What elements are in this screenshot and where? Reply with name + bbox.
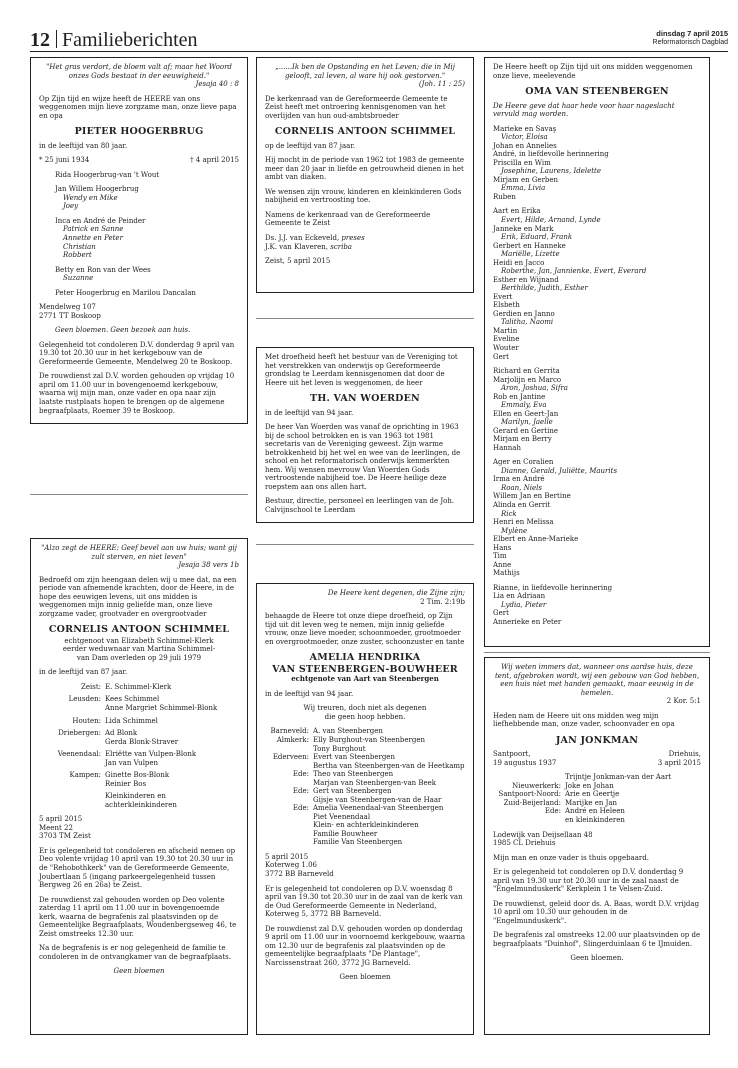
residence-label: Ede: bbox=[292, 804, 309, 813]
notice-text: De heer Van Woerden was vanaf de oprichting in 1963 bij de school betrokken en is van 1963 tot 1981 secretaris van de Vereniging geweest. Zijn warme betrokkenheid bij het wel en wee van de leerlingen, de school en het reformatorisch onderwijs kenmerkten hem. Wij wensen mevrouw Van Woerden Gods vertroostende nabijheid toe. De Heere heilige deze roepstem aan ons allen hart. bbox=[265, 423, 461, 491]
deceased-age: in de leeftijd van 87 jaar. bbox=[39, 668, 128, 677]
deceased-name: CORNELIS ANTOON SCHIMMEL bbox=[274, 126, 456, 138]
family-list bbox=[493, 125, 701, 627]
residence-label bbox=[493, 816, 561, 825]
residence-label: Ede: bbox=[292, 787, 309, 796]
family-member: Marijke en Jan bbox=[565, 798, 618, 807]
page-number: 12 bbox=[30, 29, 50, 51]
verse-line: Wij treuren, doch niet als degenen bbox=[303, 704, 427, 713]
residence-label: Zuid-Beijerland: bbox=[503, 798, 561, 807]
issue-date: dinsdag 7 april 2015 bbox=[656, 29, 728, 38]
column-rule bbox=[256, 544, 474, 545]
grandchild: Suzanne bbox=[63, 274, 94, 283]
family-member: Reinier Bos bbox=[105, 779, 147, 788]
family-member: Evert bbox=[493, 292, 513, 301]
grandchildren: Aron, Joshua, Sifra bbox=[501, 384, 568, 393]
family-member: Theo van Steenbergen bbox=[313, 770, 394, 779]
masthead-divider bbox=[56, 30, 57, 48]
spouse-line: van Dam overleden op 29 juli 1979 bbox=[76, 653, 202, 662]
grandchildren: Josephine, Laurens, Idelette bbox=[501, 167, 601, 176]
family-member: Mathijs bbox=[493, 569, 520, 578]
residence-label: Houten: bbox=[72, 716, 101, 725]
notice-signature: Bestuur, directie, personeel en leerlingen van de Joh. Calvijnschool te Leerdam bbox=[265, 497, 455, 515]
death-notice-jonkman bbox=[484, 657, 710, 1035]
family-member: Gerdien en Janno bbox=[493, 309, 555, 318]
birth-place: Santpoort, bbox=[493, 750, 531, 759]
death-notice-schimmel bbox=[30, 538, 248, 1035]
notice-intro: Met droefheid heeft het bestuur van de Vereniging tot het verstrekken van onderwijs op Gereformeerde grondslag te Leerdam kennisgenomen dat door de Heere uit het leven is weggenomen, de heer bbox=[265, 353, 458, 387]
masthead-rule bbox=[30, 51, 728, 52]
address-line: 3772 BB Barneveld bbox=[265, 869, 334, 878]
church-notice-schimmel bbox=[256, 57, 474, 293]
quote-reference: 2 Tim. 2:19b bbox=[420, 597, 465, 606]
deceased-name: VAN STEENBERGEN-BOUWHEER bbox=[272, 663, 458, 675]
address-line: Meent 22 bbox=[39, 823, 73, 832]
deceased-age: in de leeftijd van 80 jaar. bbox=[39, 141, 128, 150]
residence-label: Kampen: bbox=[69, 771, 101, 780]
residence-label: Barneveld: bbox=[270, 727, 309, 736]
address-line: 2771 TT Boskoop bbox=[39, 311, 101, 320]
notice-wish: De Heere geve dat haar hede voor haar nageslacht vervuld mag worden. bbox=[493, 101, 675, 119]
family-member: Familie Bouwheer bbox=[313, 829, 378, 838]
grandchildren: Marilyn, Jaelle bbox=[501, 418, 553, 427]
family-member: Kleinkinderen en bbox=[105, 792, 166, 801]
deceased-name: TH. VAN WOERDEN bbox=[310, 393, 420, 405]
family-member: Tony Burghout bbox=[313, 744, 366, 753]
family-member: Peter Hoogerbrug en Marilou Dancalan bbox=[55, 288, 196, 297]
deceased-age: op de leeftijd van 87 jaar. bbox=[265, 141, 356, 150]
address-line: Koterweg 1.06 bbox=[265, 861, 317, 870]
notice-intro: De Heere heeft op Zijn tijd uit ons midden weggenomen onze lieve, meelevende bbox=[493, 63, 693, 80]
signature: J.K. van Klaveren, scriba bbox=[265, 242, 352, 251]
quote-reference: (Joh. 11 : 25) bbox=[418, 80, 465, 89]
family-member: Ellen en Geert-Jan bbox=[493, 409, 559, 418]
family-member: Ginette Bos-Blonk bbox=[105, 771, 170, 780]
grandchild: Christian bbox=[63, 242, 96, 251]
family-member: Arie en Geertje bbox=[565, 790, 620, 799]
residence-label bbox=[39, 704, 101, 713]
bible-quote: „......Ik ben de Opstanding en het Leven; die in Mij gelooft, zal leven, al ware hij ook gestorven." bbox=[275, 63, 455, 80]
family-member: Henri en Melissa bbox=[493, 518, 554, 527]
quote-reference: 2 Kor. 5:1 bbox=[666, 697, 701, 706]
condolence-info: Gelegenheid tot condoleren D.V. donderdag 9 april van 19.30 tot 20.30 uur in het kerkgebouw van de Gereformeerde Gemeente, Mendelweg 20 te Boskoop. bbox=[39, 340, 235, 366]
family-member: Amelia Veenendaal-van Steenbergen bbox=[313, 804, 444, 813]
address-line: Lodewijk van Deijsellaan 48 bbox=[493, 830, 593, 839]
death-date: † 4 april 2015 bbox=[190, 156, 239, 165]
grandchildren: Emma, Livia bbox=[501, 184, 546, 193]
notice-intro: Heden nam de Heere uit ons midden weg mijn liefhebbende man, onze vader, schoonvader en opa bbox=[493, 711, 675, 729]
place-date: 5 april 2015 bbox=[265, 852, 309, 861]
family-member: Alinda en Gerrit bbox=[493, 501, 551, 510]
spouse-line: echtgenoot van Elizabeth Schimmel-Klerk bbox=[64, 636, 214, 645]
residence-label: Leusden: bbox=[68, 695, 101, 704]
residence-label: Nieuwerkerk: bbox=[512, 781, 561, 790]
residence-label: Ede: bbox=[292, 770, 309, 779]
family-member: Irma en André bbox=[493, 475, 545, 484]
newspaper-name: Reformatorisch Dagblad bbox=[652, 39, 728, 46]
grandchildren: Victor, Eloisa bbox=[501, 133, 548, 142]
verse-line: die geen hoop hebben. bbox=[324, 712, 406, 721]
residence-label: Santpoort-Noord: bbox=[498, 790, 561, 799]
column-rule bbox=[30, 494, 248, 495]
family-member: Gerard en Gertine bbox=[493, 426, 558, 435]
notice-text: Hij mocht in de periode van 1962 tot 1983 de gemeente meer dan 20 jaar in liefde en getrouwheid dienen in het ambt van diaken. bbox=[265, 156, 465, 182]
bible-quote: De Heere kent degenen, die Zijne zijn; bbox=[327, 589, 465, 597]
deceased-name: CORNELIS ANTOON SCHIMMEL bbox=[48, 624, 230, 636]
condolence-info: Er is gelegenheid tot condoleren en afscheid nemen op Deo volente vrijdag 10 april van 19.30 tot 20.30 uur in de "Rehobothkerk" van de Gereformeerde Gemeente, Joubertlaan 5 (ingang parkeergelegenheid tussen Bergweg 26 en 26a) te Zeist. bbox=[39, 846, 236, 890]
deceased-name: JAN JONKMAN bbox=[555, 734, 639, 746]
residence-label bbox=[265, 830, 309, 839]
bible-quote: "Alzo zegt de HEERE: Geef bevel aan uw huis; want gij zult sterven, en niet leven" bbox=[41, 544, 237, 561]
family-member: Hans bbox=[493, 543, 512, 552]
family-member: Willem Jan en Bertine bbox=[493, 492, 571, 501]
column-rule bbox=[256, 318, 474, 319]
residence-label: Ede: bbox=[544, 807, 561, 816]
family-member: Elly Burghout-van Steenbergen bbox=[313, 736, 426, 744]
funeral-info: De rouwdienst zal D.V. gehouden worden op donderdag 9 april om 11.00 uur in voornoemd kerkgebouw, waarna om 12.30 uur de begrafenis zal plaatsvinden op de gemeentelijke begraafplaats "De Plantage", Narcissenstraat 260, 3772 JG Barneveld. bbox=[265, 924, 465, 967]
family-member: Mirjam en Gerben bbox=[493, 175, 559, 184]
family-member: Elriëtte van Vulpen-Blonk bbox=[105, 750, 197, 759]
quote-reference: Jesaja 38 vers 1b bbox=[178, 561, 239, 570]
family-member: Hannah bbox=[493, 443, 521, 452]
burial-info: De begrafenis zal omstreeks 12.00 uur plaatsvinden op de begraafplaats "Duinhof", Slingerduinlaan 6 te IJmuiden. bbox=[493, 931, 701, 948]
bible-quote: "Het gras verdort, de bloem valt af; maar het Woord onzes Gods bestaat in der eeuwigheid." bbox=[46, 63, 232, 80]
family-member: Priscilla en Wim bbox=[493, 158, 551, 167]
family-member: Tim bbox=[493, 552, 507, 561]
family-member: Marieke en Savaş bbox=[493, 124, 557, 133]
family-member: Inca en André de Peinder bbox=[55, 216, 146, 225]
family-member: Piet Veenendaal bbox=[313, 812, 371, 821]
notice-text: We wensen zijn vrouw, kinderen en kleinkinderen Gods nabijheid en vertroosting toe. bbox=[265, 187, 462, 205]
residence-label: Almkerk: bbox=[276, 736, 309, 744]
family-member: en kleinkinderen bbox=[565, 816, 625, 825]
deceased-age: in de leeftijd van 94 jaar. bbox=[265, 408, 354, 417]
family-member: Kees Schimmel bbox=[105, 695, 160, 704]
notice-intro: De kerkenraad van de Gereformeerde Gemeente te Zeist heeft met ontroering kennisgenomen van het overlijden van hun oud-ambtsbroeder bbox=[265, 94, 448, 120]
residence-label bbox=[39, 792, 101, 801]
grandchild: Wendy en Mike bbox=[63, 193, 118, 202]
life-dates bbox=[493, 759, 701, 768]
family-member: André en Heleen bbox=[565, 807, 625, 816]
family-table bbox=[265, 727, 465, 846]
condolence-info: Er is gelegenheid tot condoleren op D.V. donderdag 9 april van 19.30 uur tot 20.30 uur in de zaal naast de "Engelmunduskerk" Kerkplein 1 te Velsen-Zuid. bbox=[493, 868, 684, 894]
funeral-info: De rouwdienst, geleid door ds. A. Baas, wordt D.V. vrijdag 10 april om 10.30 uur gehouden in de "Engelmunduskerk". bbox=[493, 899, 700, 925]
notice-intro: Bedroefd om zijn heengaan delen wij u mee dat, na een periode van afnemende krachten, door de Heere, in de hope des eeuwigen levens, uit ons midden is weggenomen mijn innig geliefde man, onze lieve zorgzame vader, grootvader en overgrootvader bbox=[39, 575, 237, 618]
family-member: Joke en Johan bbox=[565, 781, 614, 790]
death-date: 3 april 2015 bbox=[657, 758, 701, 767]
family-list bbox=[39, 171, 239, 297]
notice-note: Geen bloemen. bbox=[570, 954, 624, 963]
grandchildren: Rick bbox=[501, 509, 517, 518]
bible-quote: Wij weten immers dat, wanneer ons aardse huis, deze tent, afgebroken wordt, wij een gebouw van God hebben, een huis niet met handen gemaakt, maar eeuwig in de hemelen. bbox=[494, 663, 700, 697]
family-member: A. van Steenbergen bbox=[313, 727, 383, 736]
family-member: Gerbert en Hanneke bbox=[493, 241, 566, 250]
family-member: Martin bbox=[493, 326, 518, 335]
grandchildren: Dianne, Gerald, Juliëtte, Maurits bbox=[501, 466, 618, 475]
address-line: Mendelweg 107 bbox=[39, 303, 96, 312]
residence-label bbox=[39, 801, 101, 810]
grandchildren: Roan, Niels bbox=[501, 483, 542, 492]
signature: Ds. J.J. van Eckeveld, preses bbox=[265, 234, 365, 243]
family-member: Lida Schimmel bbox=[105, 716, 158, 725]
death-place: Driehuis, bbox=[668, 750, 701, 759]
residence-label: Zeist: bbox=[80, 682, 101, 691]
deceased-name: AMELIA HENDRIKA bbox=[309, 652, 421, 664]
family-member: Aart en Erika bbox=[493, 207, 541, 216]
notice-note: Geen bloemen bbox=[113, 967, 165, 976]
family-member: Johan en Annelies bbox=[493, 141, 557, 150]
family-member: Janneke en Mark bbox=[493, 224, 554, 233]
family-member: Elsbeth bbox=[493, 301, 520, 310]
family-member: Richard en Gerrita bbox=[493, 367, 560, 376]
lying-in-state-info: Mijn man en onze vader is thuis opgebaard. bbox=[493, 853, 649, 862]
family-member: Familie Van Steenbergen bbox=[313, 838, 403, 847]
funeral-info: De rouwdienst zal gehouden worden op Deo volente zaterdag 11 april om 11.00 uur in bovengenoemde kerk, waarna de begrafenis zal plaatsvinden op de Gemeentelijke Begraafplaats, Woudenbergseweg 46, te Zeist omstreeks 12.30 uur. bbox=[39, 895, 237, 938]
family-member: achterkleinkinderen bbox=[105, 800, 177, 809]
masthead bbox=[30, 26, 728, 52]
residence-label bbox=[265, 779, 309, 788]
place-date: Zeist, 5 april 2015 bbox=[265, 257, 331, 266]
grandchild: Robbert bbox=[63, 251, 92, 260]
grandchildren: Erik, Eduard, Frank bbox=[501, 233, 573, 242]
family-member: Betty en Ron van der Wees bbox=[55, 265, 151, 274]
family-member: Rob en Jantine bbox=[493, 392, 546, 401]
family-member: Anne Margriet Schimmel-Blonk bbox=[105, 704, 218, 713]
family-table bbox=[39, 683, 239, 809]
residence-label bbox=[39, 780, 101, 789]
section-title: Familieberichten bbox=[62, 29, 198, 51]
family-member: Elbert en Anne-Marieke bbox=[493, 535, 579, 544]
family-member: Bertha van Steenbergen-van de Heetkamp bbox=[313, 761, 465, 770]
deceased-age: in de leeftijd van 94 jaar. bbox=[265, 689, 354, 698]
family-member: Rida Hoogerbrug-van 't Wout bbox=[55, 170, 160, 179]
family-member: Mirjam en Berry bbox=[493, 435, 552, 444]
family-member: Marjolijn en Marco bbox=[493, 375, 562, 384]
grandchildren: Mariëlle, Lizette bbox=[501, 250, 560, 259]
grandchild: Joey bbox=[63, 202, 79, 211]
residence-label bbox=[39, 759, 101, 768]
family-member: Ad Blonk bbox=[105, 729, 138, 738]
family-member: Gert bbox=[493, 609, 509, 618]
grandchildren: Lydia, Pieter bbox=[501, 600, 547, 609]
spouse-line: eerder weduwnaar van Martina Schimmel- bbox=[62, 645, 216, 654]
residence-label: Driebergen: bbox=[58, 729, 101, 738]
address-line: 1985 CL Driehuis bbox=[493, 839, 556, 848]
family-member: Anne bbox=[493, 560, 512, 569]
family-member: Gerda Blonk-Straver bbox=[105, 737, 179, 746]
residence-label bbox=[265, 745, 309, 754]
spouse-line: echtgenote van Aart van Steenbergen bbox=[291, 674, 439, 684]
grandchildren: Berthilde, Judith, Esther bbox=[501, 284, 588, 293]
place-date: 5 april 2015 bbox=[39, 815, 83, 824]
death-notice-hoogerbrug bbox=[30, 57, 248, 424]
family-member: Esther en Wijnand bbox=[493, 275, 559, 284]
family-member: Annerieke en Peter bbox=[493, 617, 562, 626]
family-member: Wouter bbox=[493, 343, 519, 352]
family-notice-oma-van-steenbergen bbox=[484, 57, 710, 647]
grandchild: Annette en Peter bbox=[63, 234, 123, 243]
family-member: Gijsje van Steenbergen-van de Haar bbox=[313, 795, 442, 804]
residence-label bbox=[265, 813, 309, 822]
family-member: E. Schimmel-Klerk bbox=[105, 682, 172, 691]
family-member: Ager en Coralien bbox=[493, 458, 554, 467]
grandchild: Patrick en Sanne bbox=[63, 225, 124, 234]
birth-date: * 25 juni 1934 bbox=[39, 156, 90, 165]
address-line: 3703 TM Zeist bbox=[39, 832, 91, 841]
deceased-name: OMA VAN STEENBERGEN bbox=[525, 86, 669, 98]
notice-text: Namens de kerkenraad van de Gereformeerde Gemeente te Zeist bbox=[265, 210, 431, 228]
grandchildren: Mylène bbox=[501, 526, 528, 535]
residence-label: Ederveen: bbox=[272, 753, 309, 762]
residence-label bbox=[265, 838, 309, 847]
family-member: Gert van Steenbergen bbox=[313, 787, 392, 796]
family-member: Jan van Vulpen bbox=[105, 758, 159, 767]
residence-label bbox=[265, 821, 309, 830]
life-dates bbox=[493, 750, 701, 759]
family-member: Rianne, in liefdevolle herinnering bbox=[493, 583, 613, 592]
family-member: Eveline bbox=[493, 335, 520, 344]
notice-note: Geen bloemen. Geen bezoek aan huis. bbox=[55, 326, 191, 335]
family-member: Evert van Steenbergen bbox=[313, 753, 395, 762]
funeral-info: De rouwdienst zal D.V. worden gehouden op vrijdag 10 april om 11.00 uur in bovengenoemd kerkgebouw, waarna wij mijn man, onze vader en opa naar zijn laatste rustplaats hopen te brengen op de algemene begraafplaats, Roemer 39 te Boskoop. bbox=[39, 372, 235, 415]
notice-note: Geen bloemen bbox=[339, 973, 391, 982]
family-member: Ruben bbox=[493, 192, 516, 201]
spouse-line: Trijntje Jonkman-van der Aart bbox=[565, 773, 672, 782]
column-rule bbox=[484, 652, 710, 653]
grandchildren: Talitha, Naomi bbox=[501, 318, 554, 327]
family-table bbox=[493, 782, 701, 825]
family-member: Jan Willem Hoogerbrug bbox=[55, 185, 139, 194]
residence-label: Veenendaal: bbox=[57, 750, 101, 759]
family-member: André, in liefdevolle herinnering bbox=[493, 150, 609, 159]
residence-label bbox=[265, 762, 309, 771]
death-notice-van-steenbergen-bouwheer bbox=[256, 583, 474, 1035]
grandchildren: Roberthe, Jan, Jannienke, Evert, Everard bbox=[501, 267, 647, 276]
residence-label bbox=[39, 738, 101, 747]
quote-reference: Jesaja 40 : 8 bbox=[195, 80, 239, 89]
birth-date: 19 augustus 1937 bbox=[493, 758, 557, 767]
family-member: Lia en Adriaan bbox=[493, 592, 546, 601]
family-member: Marjan van Steenbergen-van Beek bbox=[313, 778, 437, 787]
notice-intro: behaagde de Heere tot onze diepe droefheid, op Zijn tijd uit dit leven weg te nemen, mijn innig geliefde vrouw, onze lieve moeder, schoonmoeder, grootmoeder en overgrootmoeder, onze zuster, schoonzuster en tante bbox=[265, 612, 465, 646]
after-funeral-info: Na de begrafenis is er nog gelegenheid de familie te condoleren in de ontvangkamer van de begraafplaats. bbox=[39, 944, 231, 961]
notice-intro: Op Zijn tijd en wijze heeft de HEERE van ons weggenomen mijn lieve zorgzame man, onze lieve papa en opa bbox=[39, 94, 237, 120]
deceased-name: PIETER HOOGERBRUG bbox=[74, 126, 204, 138]
grandchildren: Emmaly, Eva bbox=[501, 401, 547, 410]
family-member: Gert bbox=[493, 352, 509, 361]
life-dates bbox=[39, 156, 239, 165]
family-member: Klein- en achterkleinkinderen bbox=[313, 821, 419, 830]
condolence-info: Er is gelegenheid tot condoleren op D.V. woensdag 8 april van 19.30 tot 20.30 uur in de zaal van de kerk van de Oud Gereformeerde Gemeente in Nederland, Koterweg 5, 3772 BB Barneveld. bbox=[265, 884, 463, 919]
residence-label bbox=[265, 796, 309, 805]
school-notice-van-woerden bbox=[256, 347, 474, 523]
grandchildren: Evert, Hilde, Arnand, Lynde bbox=[501, 216, 601, 225]
family-member: Heidi en Jacco bbox=[493, 258, 545, 267]
